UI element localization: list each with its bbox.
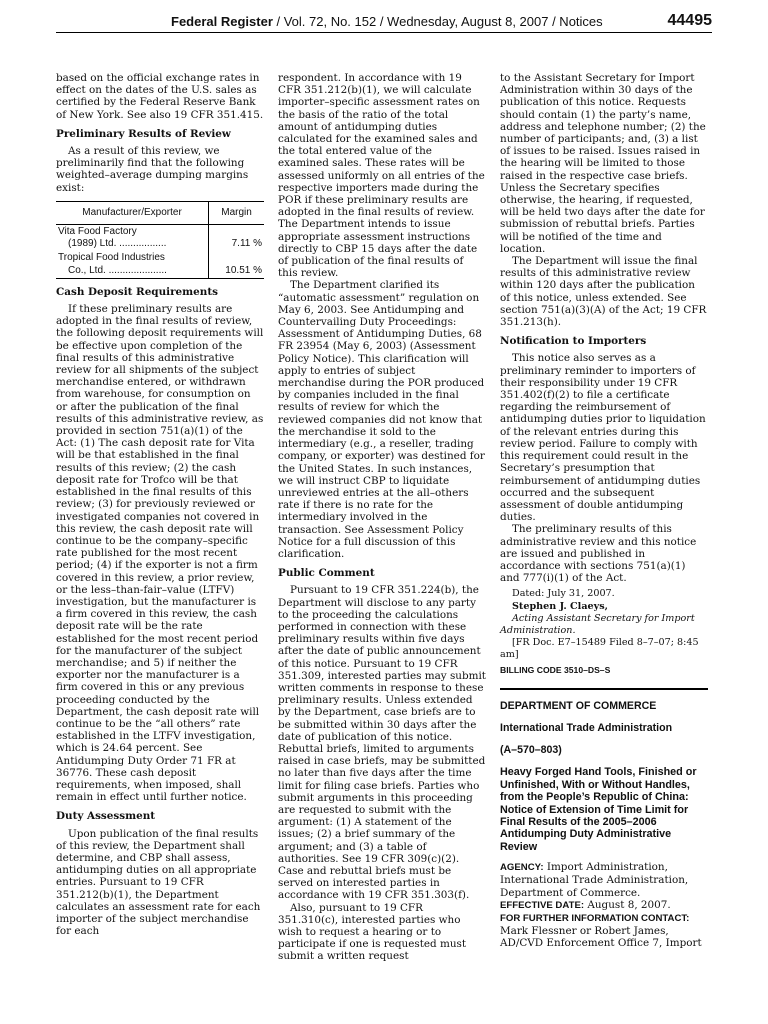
section-heading: Notification to Importers: [500, 335, 647, 348]
running-head: [171, 14, 603, 29]
paragraph: The Department clarified its “automatic assessment” regulation on May 6, 2003. See Antidumping and Countervailing Duty Proceedings: Assessment of Antidumping Duties, 68 FR 23954 (May 6, 2003) (Assessment Policy Notice). This clarification will apply to entries of subject merchandise during the POR produced by companies included in the final results of review for which the reviewed companies did not know that the merchandise it sold to the intermediary (e.g., a reseller, trading company, or exporter) was destined for the United States. In such instances, we will instruct CBP to liquidate unreviewed entries at the all–others rate if there is no rate for the intermediary involved in the transaction. See Assessment Policy Notice for a full discussion of this clarification.: [278, 279, 485, 560]
fr-doc-line: [FR Doc. E7–15489 Filed 8–7–07; 8:45 am]: [500, 637, 699, 661]
table-cell-company: Tropical Food Industries Co., Ltd. .....................: [56, 251, 209, 278]
department-heading: DEPARTMENT OF COMMERCE: [500, 699, 657, 712]
margin-table: [56, 201, 264, 279]
journal-name: Federal Register: [171, 14, 273, 29]
column-1: [56, 72, 264, 937]
paragraph: The Department will issue the final results of this administrative review within 120 days after the publication of this notice, unless extended. See section 751(a)(3)(A) of the Act; 19 CFR 351.213(h).: [500, 255, 707, 329]
page-number: 44495: [667, 12, 712, 29]
column-2: [278, 72, 486, 963]
table-row: [56, 251, 264, 278]
paragraph: to the Assistant Secretary for Import Administration within 30 days of the publication of this notice. Requests should contain (1) the party’s name, address and telephone number; (2) the number of participants; and, (3) a list of issues to be raised. Issues raised in the hearing will be limited to those raised in the respective case briefs. Unless the Secretary specifies otherwise, the hearing, if requested, will be held two days after the date for submission of rebuttal briefs. Parties will be notified of the time and location.: [500, 72, 706, 255]
section-heading: Public Comment: [278, 567, 375, 580]
section-heading: Preliminary Results of Review: [56, 127, 231, 140]
signer-name: Stephen J. Claeys,: [512, 600, 608, 612]
paragraph: As a result of this review, we preliminarily find that the following weighted–average dumping margins exist:: [56, 145, 249, 194]
notice-title: Heavy Forged Hand Tools, Finished or Unfinished, With or Without Handles, from the People’s Republic of China: Notice of Extension of Time Limit for Final Results of the 2005–2006 Antidumping Duty Administrative Review: [500, 766, 697, 853]
section-heading: Duty Assessment: [56, 810, 156, 823]
page-header: [56, 10, 712, 33]
paragraph: This notice also serves as a preliminary reminder to importers of their responsibility under 19 CFR 351.402(f)(2) to file a certificate regarding the reimbursement of antidumping duties prior to liquidation of the relevant entries during this review period. Failure to comply with this requirement could result in the Secretary’s presumption that reimbursement of antidumping duties occurred and the subsequent assessment of double antidumping duties.: [500, 352, 706, 524]
effective-date-line: EFFECTIVE DATE: August 8, 2007.: [500, 898, 671, 911]
billing-code: BILLING CODE 3510–DS–S: [500, 664, 611, 675]
issue-info: / Vol. 72, No. 152 / Wednesday, August 8, 2007 / Notices: [272, 14, 603, 29]
agency-line: AGENCY: Import Administration, International Trade Administration, Department of Commerce.: [500, 861, 689, 899]
paragraph: based on the official exchange rates in effect on the dates of the U.S. sales as certified by the Federal Reserve Bank of New York. See also 19 CFR 351.415.: [56, 72, 264, 121]
paragraph: The preliminary results of this administrative review and this notice are issued and published in accordance with sections 751(a)(1) and 777(i)(1) of the Act.: [500, 523, 697, 585]
contact-line: FOR FURTHER INFORMATION CONTACT: Mark Flessner or Robert James, AD/CVD Enforcement Office 7, Import: [500, 913, 702, 950]
signer-title: Acting Assistant Secretary for Import Administration.: [500, 612, 695, 636]
docket-number: (A–570–803): [500, 744, 562, 757]
table-header-margin: Margin: [209, 201, 264, 224]
section-heading: Cash Deposit Requirements: [56, 285, 218, 298]
paragraph: Pursuant to 19 CFR 351.224(b), the Department will disclose to any party to the proceeding the calculations performed in connection with these preliminary results within five days after the date of public announcement of this notice. Pursuant to 19 CFR 351.309, interested parties may submit written comments in response to these preliminary results. Unless extended by the Department, case briefs are to be submitted within 30 days after the date of publication of this notice. Rebuttal briefs, limited to arguments raised in case briefs, may be submitted no later than five days after the time limit for filing case briefs. Parties who submit arguments in this proceeding are requested to submit with the argument: (1) A statement of the issues; (2) a brief summary of the argument; and (3) a table of authorities. See 19 CFR 309(c)(2). Case and rebuttal briefs must be served on interested parties in accordance with 19 CFR 351.303(f).: [278, 584, 486, 902]
table-header-manufacturer: Manufacturer/Exporter: [56, 201, 209, 224]
table-row: [56, 225, 264, 252]
table-cell-company: Vita Food Factory (1989) Ltd. .................: [58, 226, 167, 250]
dated-line: Dated: July 31, 2007.: [512, 588, 615, 600]
paragraph: respondent. In accordance with 19 CFR 351.212(b)(1), we will calculate importer–specific assessment rates on the basis of the ratio of the total amount of antidumping duties calculated for the examined sales and the total entered value of the examined sales. These rates will be assessed uniformly on all entries of the respective importers made during the POR if these preliminary results are adopted in the final results of review. The Department intends to issue appropriate assessment instructions directly to CBP 15 days after the date of publication of the final results of this review.: [278, 72, 485, 280]
column-3: [500, 72, 708, 950]
table-cell-margin: 10.51 %: [209, 251, 264, 278]
agency-heading: International Trade Administration: [500, 721, 673, 734]
paragraph: Also, pursuant to 19 CFR 351.310(c), interested parties who wish to request a hearing or to participate if one is requested must submit a written request: [278, 901, 467, 963]
divider: [500, 688, 708, 690]
paragraph: Upon publication of the final results of this review, the Department shall determine, and CBP shall assess, antidumping duties on all appropriate entries. Pursuant to 19 CFR 351.212(b)(1), the Department calculates an assessment rate for each importer of the subject merchandise for each: [56, 827, 261, 938]
table-cell-margin: 7.11 %: [209, 225, 264, 252]
paragraph: If these preliminary results are adopted in the final results of review, the following deposit requirements will be effective upon completion of the final results of this administrative review for all shipments of the subject merchandise entered, or withdrawn from warehouse, for consumption on or after the publication of the final results of this administrative review, as provided in section 751(a)(1) of the Act: (1) The cash deposit rate for Vita will be that established in the final results of this review; (2) the cash deposit rate for Trofco will be that established in the final results of this review; (3) for previously reviewed or investigated companies not covered in this review, the cash deposit rate will continue to be the company–specific rate published for the most recent period; (4) if the exporter is not a firm covered in this review, a prior review, or the less–than-fair–value (LTFV) investigation, but the manufacturer is a firm covered in this review, the cash deposit rate will be the rate established for the most recent period for the manufacturer of the subject merchandise; and 5) if neither the exporter nor the manufacturer is a firm covered in this or any previous proceeding conducted by the Department, the cash deposit rate will continue to be the “all others” rate established in the LTFV investigation, which is 24.64 percent. See Antidumping Duty Order 71 FR at 36776. These cash deposit requirements, when imposed, shall remain in effect until further notice.: [56, 303, 264, 804]
